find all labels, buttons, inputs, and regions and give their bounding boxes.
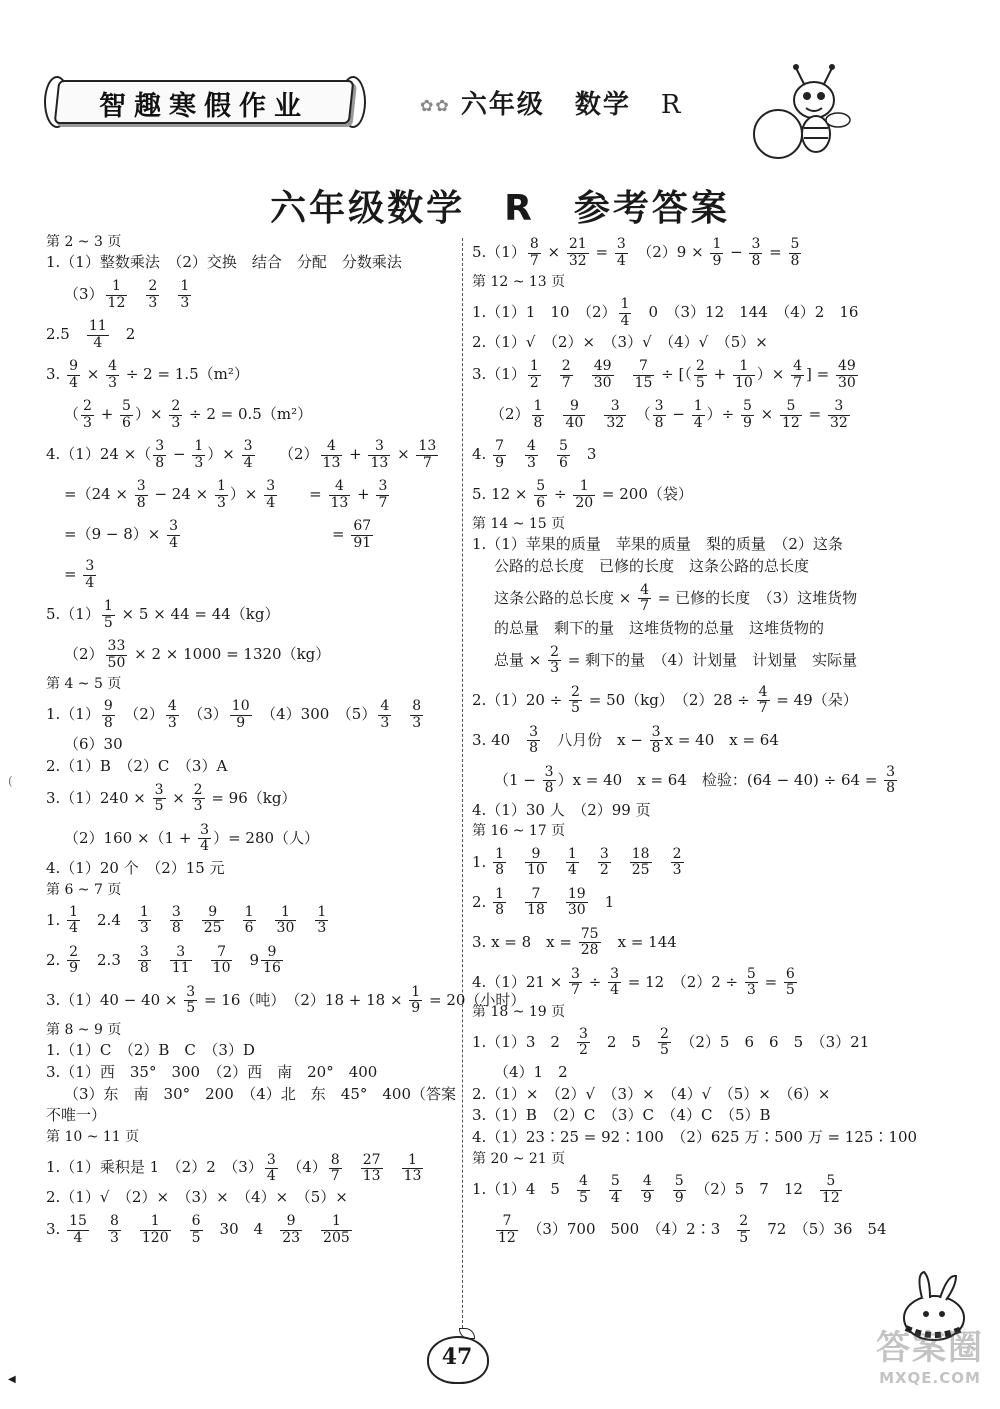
fraction: $\frac{5}{6}$ — [122, 398, 131, 431]
fraction: $\frac{4}{5}$ — [578, 1173, 588, 1206]
fraction: $\frac{1}{120}$ — [141, 1213, 169, 1246]
answer-line: 1. $\frac{1}{4}$ 2.4 $\frac{1}{3}$ $\frac{3}{8}$ $\frac{9}{25}$ $\frac{1}{6}$ $\frac{1}{30}$ $\frac{1}{3}$ — [46, 904, 327, 937]
section-heading: 第 2 ~ 3 页 — [46, 234, 122, 250]
answer-line: 1.（1）1 10 （2） $\frac{1}{4}$ 0 （3）12 144 （4）2 16 — [472, 296, 859, 329]
answer-line: （1 − $\frac{3}{8}$ ）x = 40 x = 64 检验：(64 − 40) ÷ 64 = $\frac{3}{8}$ — [494, 763, 896, 797]
fraction: $\frac{3}{4}$ — [169, 518, 179, 551]
fraction: $\frac{7}{9}$ — [495, 438, 505, 471]
answer-line: 公路的总长度 已修的长度 这条公路的总长度 — [494, 557, 810, 576]
answer-line: （2） $\frac{33}{50}$ × 2 × 1000 = 1320（kg） — [64, 638, 331, 671]
fraction: $\frac{7}{18}$ — [527, 885, 545, 919]
fraction: $\frac{5}{3}$ — [746, 965, 756, 999]
fraction: $\frac{1}{4}$ — [693, 398, 703, 431]
fraction: $\frac{1}{10}$ — [734, 358, 753, 391]
section-heading: 第 6 ~ 7 页 — [46, 881, 122, 898]
answer-line: 2. $\frac{1}{8}$ $\frac{7}{18}$ $\frac{19}{30}$ 1 — [472, 885, 615, 919]
answer-line: （6）30 — [64, 735, 123, 754]
fraction: $\frac{1}{30}$ — [276, 904, 295, 937]
answer-line: 4.（1）21 × $\frac{3}{7}$ ÷ $\frac{3}{4}$ = 12 （2）2 ÷ $\frac{5}{3}$ = $\frac{6}{5}$ — [472, 965, 795, 999]
fraction: $\frac{8}{3}$ — [109, 1213, 119, 1246]
fraction: $\frac{3}{4}$ — [266, 478, 276, 511]
subtitle-grade: 六年级 — [460, 90, 545, 120]
answer-line: 4. $\frac{7}{9}$ $\frac{4}{3}$ $\frac{5}{6}$ 3 — [472, 438, 597, 471]
answer-line: 1.（1） $\frac{9}{8}$ （2） $\frac{4}{3}$ （3） $\frac{10}{9}$ （4）300 （5） $\frac{4}{3}$ $\frac{8}{3}$ — [46, 698, 422, 731]
fraction: $\frac{4}{7}$ — [758, 683, 768, 717]
fraction: $\frac{10}{9}$ — [231, 698, 250, 731]
answer-line: 1.（1）苹果的质量 苹果的质量 梨的质量 （2）这条 — [472, 535, 843, 554]
answer-line: 4.（1）30 人 （2）99 页 — [472, 800, 651, 819]
fraction: $\frac{3}{4}$ — [266, 1151, 276, 1184]
answer-line: 4.（1）23∶25 = 92∶100 （2）625 万∶500 万 = 125∶100 — [472, 1128, 918, 1147]
fraction: $\frac{1}{205}$ — [323, 1213, 350, 1246]
bee-mascot-icon — [744, 62, 854, 162]
answer-line: 4.（1）24 ×（ $\frac{3}{8}$ − $\frac{1}{3}$ ）× $\frac{3}{4}$ （2） $\frac{4}{13}$ + $\frac{3}{13}$ × $\frac{13}{7}$ — [46, 438, 437, 471]
header-subtitle — [420, 84, 682, 121]
answer-line: 5. 12 × $\frac{5}{6}$ ÷ $\frac{1}{20}$ = 200（袋） — [472, 478, 693, 511]
fraction: $\frac{9}{40}$ — [565, 398, 584, 431]
fraction: $\frac{1}{2}$ — [529, 358, 539, 391]
fraction: $\frac{1}{4}$ — [69, 904, 79, 937]
fraction: $\frac{7}{10}$ — [212, 944, 231, 977]
star-icon: ✿✿ — [420, 96, 451, 115]
fraction: $\frac{8}{3}$ — [412, 698, 422, 731]
watermark-logo: 答案圈 — [876, 1328, 984, 1368]
fraction: $\frac{9}{8}$ — [103, 698, 113, 731]
fraction: $\frac{1}{20}$ — [575, 478, 594, 511]
fraction: $\frac{1}{3}$ — [194, 438, 204, 471]
answer-line: 3. $\frac{9}{4}$ × $\frac{4}{3}$ ÷ 2 = 1.5（m²） — [46, 358, 249, 391]
fraction: $\frac{5}{12}$ — [782, 398, 800, 431]
fraction: $\frac{1}{4}$ — [620, 296, 630, 329]
fraction: $\frac{5}{9}$ — [742, 398, 752, 431]
fraction: $\frac{9}{10}$ — [527, 845, 545, 879]
fraction: $\frac{3}{8}$ — [171, 904, 181, 937]
fraction: $\frac{3}{4}$ — [610, 965, 619, 999]
section-heading: 第 10 ~ 11 页 — [46, 1129, 140, 1146]
fraction: $\frac{13}{7}$ — [418, 438, 437, 471]
answer-line: 1.（1）4 5 $\frac{4}{5}$ $\frac{5}{4}$ $\frac{4}{9}$ $\frac{5}{9}$ （2）5 7 12 $\frac{5}{12}$ — [472, 1173, 840, 1206]
fraction: $\frac{75}{28}$ — [580, 925, 599, 959]
answer-line: 3.（1）240 × $\frac{3}{5}$ × $\frac{2}{3}$ = 96（kg） — [46, 781, 297, 815]
fraction: $\frac{2}{5}$ — [571, 683, 580, 717]
fraction: $\frac{2}{3}$ — [83, 398, 92, 431]
section-heading: 第 18 ~ 19 页 — [472, 1003, 566, 1020]
answer-line: 2.（1）× （2）√ （3）× （4）√ （5）× （6）× — [472, 1084, 831, 1103]
answer-line: 2.（1）20 ÷ $\frac{2}{5}$ = 50（kg） （2）28 ÷ $\frac{4}{7}$ = 49（朵） — [472, 683, 858, 717]
fraction: $\frac{9}{25}$ — [203, 904, 222, 937]
section-heading: 第 12 ~ 13 页 — [472, 274, 566, 290]
answer-line: 3.（1）B （2）C （3）C （4）C （5）B — [472, 1106, 771, 1125]
answer-line: 3. x = 8 x = $\frac{75}{28}$ x = 144 — [472, 925, 677, 959]
fraction: $\frac{1}{5}$ — [103, 598, 113, 631]
fraction: $\frac{3}{2}$ — [578, 1026, 588, 1059]
fraction: $\frac{18}{25}$ — [631, 845, 650, 879]
section-heading: 第 14 ~ 15 页 — [472, 516, 566, 533]
subtitle-edition: R — [660, 90, 683, 120]
fraction: $\frac{5}{4}$ — [610, 1173, 620, 1206]
answer-line: 3. $\frac{15}{4}$ $\frac{8}{3}$ $\frac{1}{120}$ $\frac{6}{5}$ 30 4 $\frac{9}{23}$ $\frac{1}{205}$ — [46, 1213, 350, 1246]
answer-line: 3. 40 $\frac{3}{8}$ 八月份 x − $\frac{3}{8}$ x = 40 x = 64 — [472, 723, 779, 757]
answer-line: 总量 × $\frac{2}{3}$ = 剩下的量 （4）计划量 计划量 实际量 — [494, 643, 858, 677]
fraction: $\frac{2}{3}$ — [672, 845, 682, 879]
fraction: $\frac{27}{13}$ — [362, 1151, 381, 1184]
answer-line: （ $\frac{2}{3}$ + $\frac{5}{6}$ ）× $\frac{2}{3}$ ÷ 2 = 0.5（m²） — [64, 398, 313, 431]
fraction: $\frac{1}{9}$ — [411, 984, 421, 1017]
answer-line: 2. $\frac{2}{9}$ 2.3 $\frac{3}{8}$ $\frac{3}{11}$ $\frac{7}{10}$ 9 $\frac{9}{16}$ — [46, 944, 281, 977]
fraction: $\frac{8}{7}$ — [529, 236, 539, 269]
fraction: $\frac{4}{13}$ — [322, 438, 341, 471]
fraction: $\frac{7}{12}$ — [498, 1213, 516, 1246]
answer-line: （4）1 2 — [494, 1062, 568, 1081]
fraction: $\frac{3}{4}$ — [243, 438, 253, 471]
fraction: $\frac{1}{3}$ — [317, 904, 327, 937]
answer-line: $\frac{7}{12}$ （3）700 500 （4）2∶3 $\frac{2}{5}$ 72 （5）36 54 — [498, 1213, 887, 1246]
answer-line: （3）东 南 30° 200 （4）北 东 45° 400（答案 — [64, 1084, 457, 1103]
answer-line: 2.5 $\frac{11}{4}$ 2 — [46, 318, 136, 351]
section-heading: 第 4 ~ 5 页 — [46, 676, 122, 693]
answer-line: 这条公路的总长度 × $\frac{4}{7}$ = 已修的长度 （3）这堆货物 — [494, 581, 858, 615]
answer-line: 2.（1）√ （2）× （3）√ （4）√ （5）× — [472, 333, 768, 352]
section-heading: 第 16 ~ 17 页 — [472, 823, 566, 840]
column-divider — [462, 238, 463, 1348]
fraction: $\frac{3}{8}$ — [654, 398, 664, 431]
fraction: $\frac{3}{4}$ — [616, 236, 626, 269]
fraction: $\frac{4}{9}$ — [642, 1173, 652, 1206]
answer-line: 2.（1）B （2）C （3）A — [46, 757, 228, 776]
fraction: $\frac{7}{15}$ — [634, 358, 653, 391]
fraction: $\frac{4}{3}$ — [167, 698, 177, 731]
fraction: $\frac{2}{5}$ — [739, 1213, 749, 1246]
fraction: $\frac{3}{4}$ — [200, 821, 210, 855]
fraction: $\frac{4}{7}$ — [640, 581, 650, 615]
answer-line: （2）160 ×（1 + $\frac{3}{4}$ ）= 280（人） — [64, 821, 320, 855]
fraction: $\frac{2}{3}$ — [171, 398, 181, 431]
corner-arrow-icon: ◀ — [8, 1374, 16, 1385]
fraction: $\frac{3}{13}$ — [370, 438, 389, 471]
answer-line: =（24 × $\frac{3}{8}$ − 24 × $\frac{1}{3}$ ）× $\frac{3}{4}$ = $\frac{4}{13}$ + $\frac{3}{7}$ — [64, 478, 388, 511]
header-banner — [40, 72, 366, 132]
fraction: $\frac{1}{4}$ — [567, 845, 577, 879]
fraction: $\frac{4}{3}$ — [527, 438, 536, 471]
fraction: $\frac{19}{30}$ — [567, 885, 586, 919]
fraction: $\frac{6}{5}$ — [191, 1213, 201, 1246]
fraction: $\frac{15}{4}$ — [69, 1213, 87, 1246]
fraction: $\frac{67}{91}$ — [353, 518, 372, 551]
fraction: $\frac{6}{5}$ — [785, 965, 795, 999]
fraction: $\frac{2}{7}$ — [561, 358, 571, 391]
fraction: $\frac{3}{11}$ — [171, 944, 190, 977]
fraction: $\frac{1}{12}$ — [107, 278, 126, 311]
fraction: $\frac{3}{8}$ — [155, 438, 165, 471]
fraction: $\frac{3}{5}$ — [154, 781, 164, 815]
fraction: $\frac{3}{8}$ — [651, 723, 661, 757]
fraction: $\frac{3}{7}$ — [378, 478, 388, 511]
margin-mark: ( — [8, 774, 13, 788]
page-number: 47 — [441, 1344, 473, 1370]
fraction: $\frac{3}{8}$ — [886, 763, 896, 797]
fraction: $\frac{5}{8}$ — [790, 236, 800, 269]
answer-line: 1.（1）乘积是 1 （2）2 （3） $\frac{3}{4}$ （4） $\frac{8}{7}$ $\frac{27}{13}$ $\frac{1}{13}$ — [46, 1151, 422, 1184]
answer-line: （2） $\frac{1}{8}$ $\frac{9}{40}$ $\frac{3}{32}$ （ $\frac{3}{8}$ − $\frac{1}{4}$ ）÷ $\frac{5}{9}$ × $\frac{5}{12}$ = $\frac{3}{32}$ — [490, 398, 848, 431]
answer-line: 1. $\frac{1}{8}$ $\frac{9}{10}$ $\frac{1}{4}$ $\frac{3}{2}$ $\frac{18}{25}$ $\frac{2}{3}$ — [472, 845, 682, 879]
fraction: $\frac{3}{8}$ — [529, 723, 539, 757]
fraction: $\frac{2}{5}$ — [695, 358, 705, 391]
fraction: $\frac{1}{3}$ — [139, 904, 149, 937]
answer-line: 1.（1）3 2 $\frac{3}{2}$ 2 5 $\frac{2}{5}$ （2）5 6 6 5 （3）21 — [472, 1026, 870, 1059]
fraction: $\frac{9}{16}$ — [263, 944, 281, 977]
fraction: $\frac{4}{3}$ — [108, 358, 118, 391]
fraction: $\frac{49}{30}$ — [837, 358, 856, 391]
answer-line: （3） $\frac{1}{12}$ $\frac{2}{3}$ $\frac{1}{3}$ — [64, 278, 190, 311]
subtitle-subject: 数学 — [574, 90, 631, 120]
fraction: $\frac{21}{32}$ — [568, 236, 587, 269]
answer-line: 的总量 剩下的量 这堆货物的总量 这堆货物的 — [494, 618, 825, 637]
fraction: $\frac{1}{3}$ — [180, 278, 190, 311]
section-heading: 第 20 ~ 21 页 — [472, 1150, 566, 1167]
banner-title: 智趣寒假作业 — [99, 91, 309, 122]
answers-right-column — [472, 232, 952, 1249]
answer-line: 5.（1） $\frac{8}{7}$ × $\frac{21}{32}$ = $\frac{3}{4}$ （2）9 × $\frac{1}{9}$ − $\frac{3}{8}$ = $\frac{5}{8}$ — [472, 236, 800, 269]
fraction: $\frac{1}{8}$ — [495, 885, 505, 919]
answer-line: 不唯一） — [46, 1106, 107, 1125]
fraction: $\frac{3}{32}$ — [606, 398, 625, 431]
fraction: $\frac{3}{32}$ — [829, 398, 848, 431]
fraction: $\frac{2}{9}$ — [69, 944, 79, 977]
fraction: $\frac{3}{5}$ — [186, 984, 196, 1017]
fraction: $\frac{9}{23}$ — [282, 1213, 301, 1246]
fraction: $\frac{5}{6}$ — [536, 478, 546, 511]
answer-line: 4.（1）20 个 （2）15 元 — [46, 858, 225, 877]
watermark — [862, 1320, 998, 1387]
fraction: $\frac{1}{8}$ — [533, 398, 543, 431]
fraction: $\frac{1}{9}$ — [712, 236, 722, 269]
fraction: $\frac{1}{13}$ — [403, 1151, 422, 1184]
fraction: $\frac{2}{3}$ — [193, 781, 203, 815]
answer-line: 2.（1）√ （2）× （3）× （4）× （5）× — [46, 1188, 348, 1207]
fraction: $\frac{4}{7}$ — [793, 358, 802, 391]
fraction: $\frac{3}{7}$ — [571, 965, 580, 999]
fraction: $\frac{5}{6}$ — [558, 438, 568, 471]
fraction: $\frac{33}{50}$ — [107, 638, 126, 671]
section-heading: 第 8 ~ 9 页 — [46, 1021, 122, 1038]
fraction: $\frac{2}{3}$ — [550, 643, 560, 677]
answer-line: 3.（1） $\frac{1}{2}$ $\frac{2}{7}$ $\frac{49}{30}$ $\frac{7}{15}$ ÷ [（ $\frac{2}{5}$ + $\frac{1}{10}$ ）× $\frac{4}{7}$ ] = $\frac{49}{30}$ — [472, 358, 856, 391]
fraction: $\frac{1}{8}$ — [495, 845, 505, 879]
fraction: $\frac{4}{3}$ — [380, 698, 390, 731]
answer-line: 5.（1） $\frac{1}{5}$ × 5 × 44 = 44（kg） — [46, 598, 280, 631]
answer-line: 1.（1）C （2）B C （3）D — [46, 1041, 255, 1060]
fraction: $\frac{1}{6}$ — [244, 904, 254, 937]
answer-line: = $\frac{3}{4}$ — [64, 558, 95, 591]
fraction: $\frac{11}{4}$ — [88, 318, 107, 351]
fraction: $\frac{2}{5}$ — [659, 1026, 669, 1059]
fraction: $\frac{9}{4}$ — [69, 358, 79, 391]
answer-line: =（9 − 8）× $\frac{3}{4}$ = $\frac{67}{91}$ — [64, 518, 372, 551]
page-title: 六年级数学 R 参考答案 — [270, 188, 730, 229]
fraction: $\frac{5}{12}$ — [821, 1173, 840, 1206]
answer-line: 1.（1）整数乘法 （2）交换 结合 分配 分数乘法 — [46, 253, 402, 272]
page-number-badge — [427, 1328, 487, 1384]
fraction: $\frac{3}{8}$ — [544, 763, 554, 797]
fraction: $\frac{2}{3}$ — [148, 278, 158, 311]
fraction: $\frac{3}{8}$ — [136, 478, 146, 511]
fraction: $\frac{3}{4}$ — [85, 558, 95, 591]
fraction: $\frac{4}{13}$ — [330, 478, 349, 511]
fraction: $\frac{5}{9}$ — [674, 1173, 684, 1206]
answer-line: 3.（1）40 − 40 × $\frac{3}{5}$ = 16（吨） （2）18 + 18 × $\frac{1}{9}$ = 20（小时） — [46, 984, 526, 1017]
fraction: $\frac{3}{8}$ — [139, 944, 149, 977]
watermark-url: MXQE.COM — [879, 1369, 981, 1387]
fraction: $\frac{49}{30}$ — [593, 358, 612, 391]
fraction: $\frac{3}{8}$ — [751, 236, 761, 269]
answer-line: 3.（1）西 35° 300 （2）西 南 20° 400 — [46, 1062, 378, 1081]
fraction: $\frac{1}{3}$ — [216, 478, 226, 511]
fraction: $\frac{8}{7}$ — [330, 1151, 340, 1184]
fraction: $\frac{3}{2}$ — [599, 845, 609, 879]
